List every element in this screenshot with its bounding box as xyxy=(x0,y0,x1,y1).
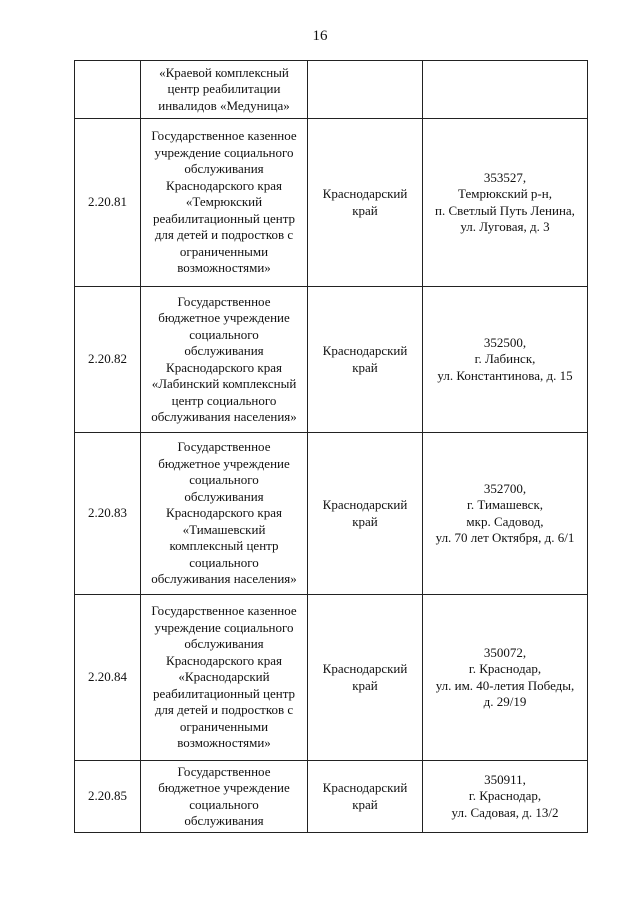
institution-name-cell xyxy=(141,761,308,833)
table-row xyxy=(75,61,588,119)
address-line: г. Краснодар, xyxy=(468,788,542,804)
institution-name-line: обслуживания xyxy=(184,488,264,504)
row-number-cell: 2.20.82 xyxy=(75,287,141,433)
table-row xyxy=(75,595,588,761)
table-row xyxy=(75,761,588,833)
table-row xyxy=(75,119,588,287)
table-row xyxy=(75,433,588,595)
address-line: ул. Садовая, д. 13/2 xyxy=(451,804,559,820)
address-line: г. Лабинск, xyxy=(474,351,536,367)
institution-name-line: Краснодарского края xyxy=(166,505,282,521)
institution-name-line: «Тимашевский xyxy=(182,521,266,537)
address-cell xyxy=(423,119,588,287)
address-line: 352500, xyxy=(483,334,527,350)
institution-name-cell xyxy=(141,433,308,595)
address-line: 350072, xyxy=(483,644,527,660)
address-line: 350911, xyxy=(484,771,526,787)
institution-name-line: реабилитационный центр xyxy=(152,685,296,701)
institutions-table xyxy=(74,60,588,833)
institution-name-line: Краснодарского края xyxy=(166,177,282,193)
institution-name-line: Государственное xyxy=(177,763,271,779)
address-line: 353527, xyxy=(483,169,527,185)
institution-name-line: Государственное казенное xyxy=(151,128,297,144)
address-cell xyxy=(423,433,588,595)
address-line: г. Тимашевск, xyxy=(466,497,544,512)
institution-name-line: обслуживания xyxy=(184,813,264,828)
institution-name-line: инвалидов «Медуница» xyxy=(158,97,290,113)
institution-name-line: «Краевой комплексный xyxy=(159,64,289,80)
region-cell: Краснодарский край xyxy=(308,287,423,433)
institution-name-line: «Лабинский комплексный xyxy=(151,376,297,391)
institution-name-cell xyxy=(141,61,308,119)
institution-name-line: для детей и подростков с xyxy=(154,702,294,718)
address-cell xyxy=(423,761,588,833)
institution-name-cell xyxy=(141,287,308,433)
address-line: мкр. Садовод, xyxy=(466,513,544,529)
institution-name-line: Краснодарского края xyxy=(166,359,282,375)
institution-name-line: Государственное xyxy=(177,293,271,309)
institution-name-line: Краснодарского края xyxy=(166,652,282,668)
institution-name-line: бюджетное учреждение xyxy=(158,780,290,795)
address-line: п. Светлый Путь Ленина, xyxy=(435,202,575,218)
region-cell: Краснодарский край xyxy=(308,119,423,287)
institution-name-line: учреждение социального xyxy=(154,144,294,160)
address-line: ул. 70 лет Октября, д. 6/1 xyxy=(435,530,575,545)
institution-name-line: комплексный центр xyxy=(169,538,279,554)
region-cell: Краснодарский край xyxy=(308,433,423,595)
institution-name-line: социального xyxy=(189,472,259,488)
institution-name-line: бюджетное учреждение xyxy=(158,310,290,325)
institution-name-line: для детей и подростков с xyxy=(154,227,294,243)
institution-name-line: «Темрюкский xyxy=(185,194,263,210)
institution-name-line: обслуживания xyxy=(184,636,264,652)
page-number: 16 xyxy=(312,28,328,44)
address-line: 352700, xyxy=(483,480,527,496)
institution-name-line: ограниченными xyxy=(179,243,269,259)
institution-name-line: обслуживания населения» xyxy=(151,409,297,424)
address-line: Темрюкский р-н, xyxy=(458,186,552,201)
table-body xyxy=(75,61,588,833)
institution-name-line: возможностями» xyxy=(177,735,271,751)
row-number-cell: 2.20.84 xyxy=(75,595,141,761)
address-line: ул. Константинова, д. 15 xyxy=(437,367,573,383)
region-cell: Краснодарский край xyxy=(308,595,423,761)
address-line: г. Краснодар, xyxy=(468,661,542,676)
institution-name-line: Государственное казенное xyxy=(151,603,297,619)
row-number-cell: 2.20.81 xyxy=(75,119,141,287)
row-number-cell: 2.20.85 xyxy=(75,761,141,833)
institution-name-line: центр реабилитации xyxy=(167,81,281,97)
address-line: д. 29/19 xyxy=(483,694,527,709)
institution-name-line: социального xyxy=(189,326,259,342)
institution-name-line: социального xyxy=(189,796,259,812)
institution-name-line: обслуживания xyxy=(184,161,264,177)
institution-name-line: социального xyxy=(189,554,259,570)
address-line: ул. Луговая, д. 3 xyxy=(460,219,550,234)
region-cell: Краснодарский край xyxy=(308,761,423,833)
institution-name-line: Государственное xyxy=(177,439,271,455)
institution-name-line: обслуживания xyxy=(184,343,264,358)
address-cell xyxy=(423,287,588,433)
row-number-cell xyxy=(75,61,141,119)
table-row xyxy=(75,287,588,433)
region-cell xyxy=(308,61,423,119)
institution-name-line: реабилитационный центр xyxy=(152,210,296,226)
row-number-cell: 2.20.83 xyxy=(75,433,141,595)
institution-name-cell xyxy=(141,595,308,761)
address-cell xyxy=(423,595,588,761)
institution-name-line: бюджетное учреждение xyxy=(158,455,290,471)
institution-name-line: ограниченными xyxy=(179,718,269,734)
institution-name-line: учреждение социального xyxy=(154,619,294,635)
address-cell xyxy=(423,61,588,119)
institution-name-line: центр социального xyxy=(171,392,277,408)
institution-name-line: «Краснодарский xyxy=(178,669,270,685)
address-line: ул. им. 40-летия Победы, xyxy=(435,677,575,693)
institution-name-line: возможностями» xyxy=(177,260,271,276)
institution-name-cell xyxy=(141,119,308,287)
institution-name-line: обслуживания населения» xyxy=(151,571,297,587)
